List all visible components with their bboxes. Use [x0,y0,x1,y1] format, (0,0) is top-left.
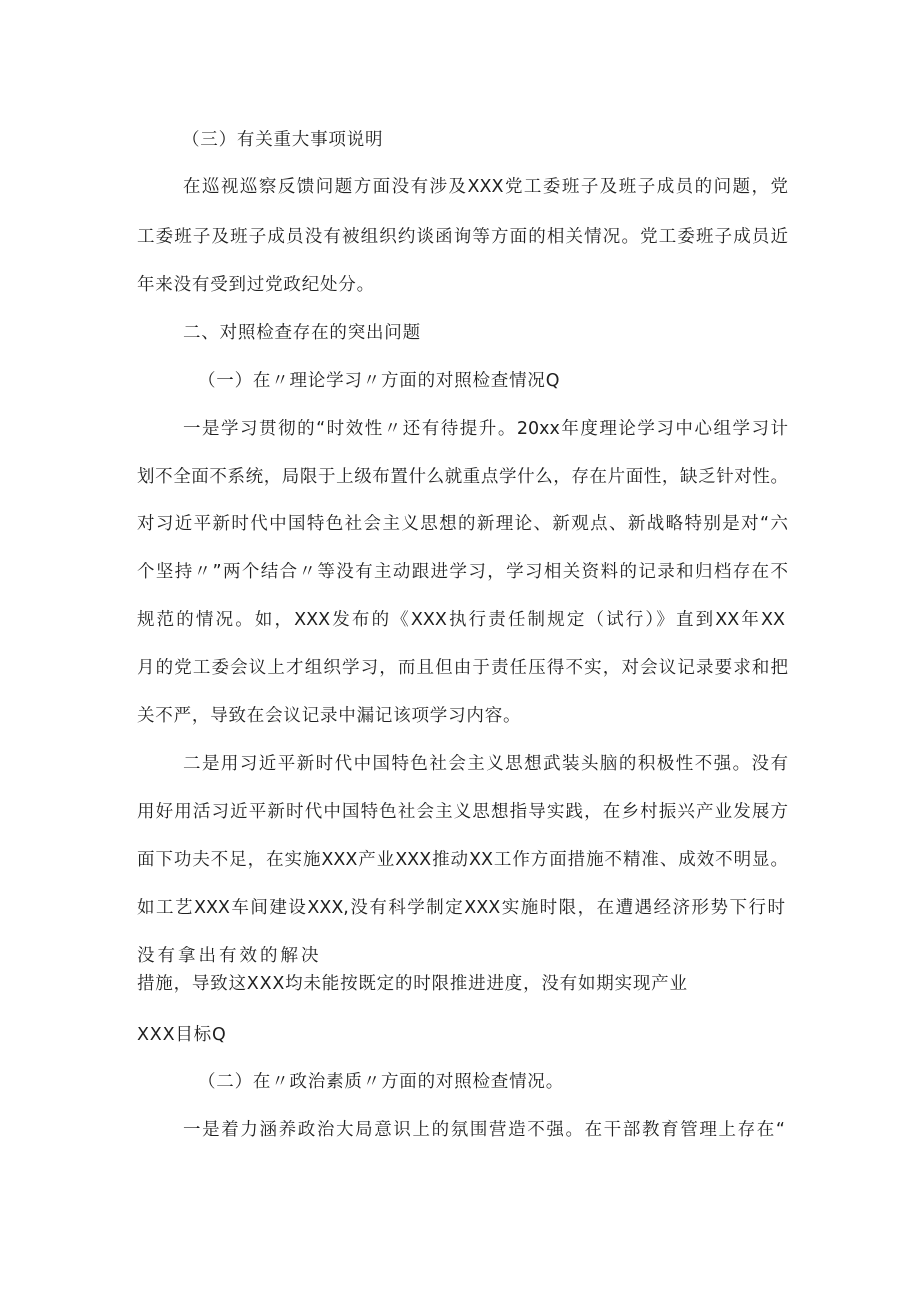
paragraph-line: XXX目标Q [137,1025,227,1045]
paragraph-line: 规范的情况。如，XXX发布的《XXX执行责任制规定（试行）》直到XX年XX [137,610,785,630]
paragraph-line: 如工艺XXX车间建设XXX,没有科学制定XXX实施时限，在遭遇经济形势下行时 [137,898,785,918]
paragraph-line: 二是用习近平新时代中国特色社会主义思想武装头脑的积极性不强。没有 [183,754,788,774]
paragraph-line: 划不全面不系统，局限于上级布置什么就重点学什么，存在片面性，缺乏针对性。 [137,467,788,487]
paragraph-line: 关不严，导致在会议记录中漏记该项学习内容。 [137,706,522,726]
section-heading: 二、对照检查存在的突出问题 [183,323,421,343]
paragraph-line: 一是着力涵养政治大局意识上的氛围营造不强。在干部教育管理上存在“ [183,1120,785,1140]
subsection-heading: （一）在〃理论学习〃方面的对照检查情况Q [198,371,561,391]
paragraph-line: 一是学习贯彻的“时效性〃还有待提升。20xx年度理论学习中心组学习计 [183,419,788,439]
paragraph-line: 工委班子及班子成员没有被组织约谈函询等方面的相关情况。党工委班子成员近 [137,227,788,247]
section-heading: （三）有关重大事项说明 [182,130,384,150]
paragraph-line: 月的党工委会议上才组织学习，而且但由于责任压得不实，对会议记录要求和把 [137,658,788,678]
paragraph-line: 没有拿出有效的解决 [137,946,322,966]
paragraph-line: 在巡视巡察反馈问题方面没有涉及XXX党工委班子及班子成员的问题，党 [183,177,788,197]
subsection-heading: （二）在〃政治素质〃方面的对照检查情况。 [198,1072,564,1092]
paragraph-line: 个坚持〃”两个结合〃等没有主动跟进学习，学习相关资料的记录和归档存在不 [137,562,788,582]
paragraph-line: 年来没有受到过党政纪处分。 [137,275,375,295]
paragraph-line: 措施，导致这XXX均未能按既定的时限推进进度，没有如期实现产业 [137,974,688,994]
paragraph-line: 面下功夫不足，在实施XXX产业XXX推动XX工作方面措施不精准、成效不明显。 [137,850,788,870]
paragraph-line: 对习近平新时代中国特色社会主义思想的新理论、新观点、新战略特别是对“六 [137,514,788,534]
paragraph-line: 用好用活习近平新时代中国特色社会主义思想指导实践，在乡村振兴产业发展方 [137,802,788,822]
